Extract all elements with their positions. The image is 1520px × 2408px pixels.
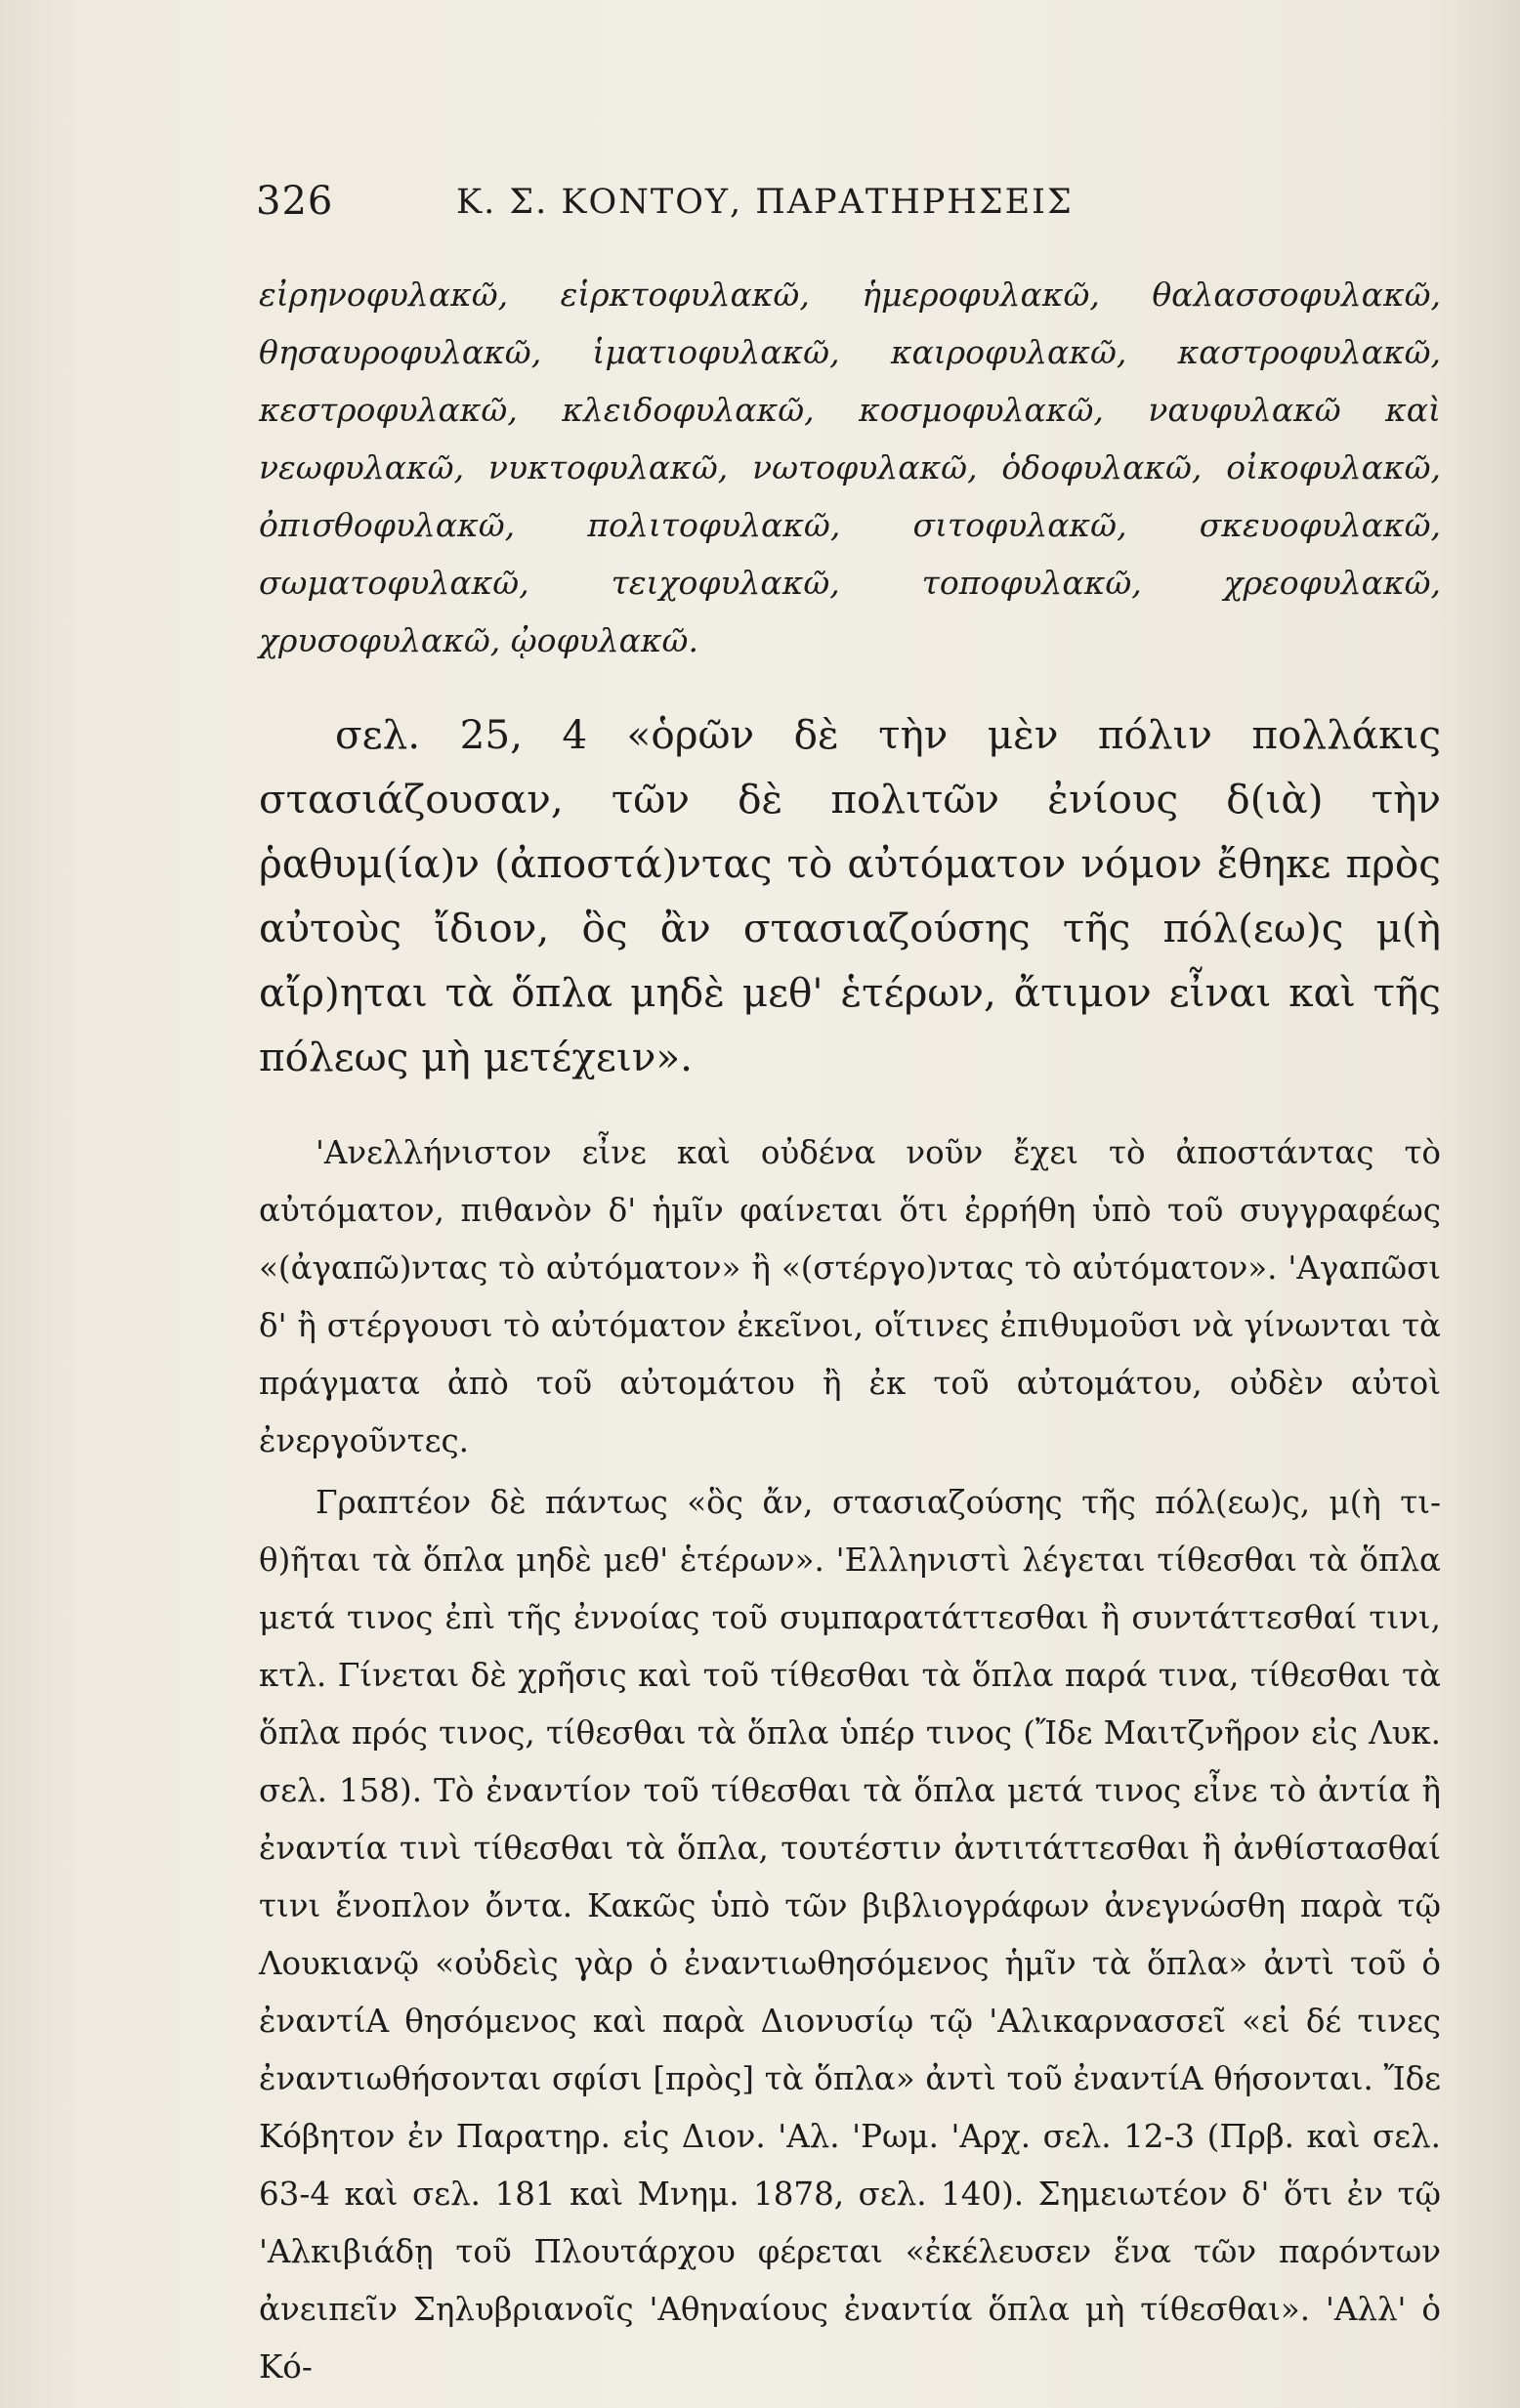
- paragraph-commentary: 'Ανελλήνιστον εἶνε καὶ οὐδένα νοῦν ἔχει τὸ ἀποστάντας τὸ αὐτόματον, πιθανὸν δ' ἡμῖν φαίνεται ὅτι ἐρρήθη ὑπὸ τοῦ συγγραφέως «(ἀγαπῶ)ντας τὸ αὐτόματον» ἢ «(στέργο)ντας τὸ αὐτόματον». 'Αγαπῶσι δ' ἢ στέργουσι τὸ αὐτόματον ἐκεῖνοι, οἵτινες ἐπιθυμοῦσι νὰ γίνωνται τὰ πράγματα ἀπὸ τοῦ αὐτομάτου ἢ ἐκ τοῦ αὐτομάτου, οὐδὲν αὐτοὶ ἐνεργοῦντες.: [259, 1134, 1441, 1459]
- paragraph-commentary: Γραπτέον δὲ πάντως «ὃς ἄν, στασιαζούσης τῆς πόλ(εω)ς, μ(ὴ τι-θ)ῆται τὰ ὅπλα μηδὲ μεθ' ἑτέρων». 'Ελληνιστὶ λέγεται τίθεσθαι τὰ ὅπλα μετά τινος ἐπὶ τῆς ἐννοίας τοῦ συμπαρατάττεσθαι ἢ συντάττεσθαί τινι, κτλ. Γίνεται δὲ χρῆσις καὶ τοῦ τίθεσθαι τὰ ὅπλα παρά τινα, τίθεσθαι τὰ ὅπλα πρός τινος, τίθεσθαι τὰ ὅπλα ὑπέρ τινος (Ἴδε Μαιτζνῆρον εἰς Λυκ. σελ. 158). Τὸ ἐναντίον τοῦ τίθεσθαι τὰ ὅπλα μετά τινος εἶνε τὸ ἀντία ἢ ἐναντία τινὶ τίθεσθαι τὰ ὅπλα, τουτέστιν ἀντιτάττεσθαι ἢ ἀνθίστασθαί τινι ἔνοπλον ὄντα. Κακῶς ὑπὸ τῶν βιβλιογράφων ἀνεγνώσθη παρὰ τῷ Λουκιανῷ «οὐδεὶς γὰρ ὁ ἐναντιωθησόμενος ἡμῖν τὰ ὅπλα» ἀντὶ τοῦ ὁ ἐναντίΑ θησόμενος καὶ παρὰ Διονυσίῳ τῷ 'Αλικαρνασσεῖ «εἰ δέ τινες ἐναντιωθήσονται σφίσι [πρὸς] τὰ ὅπλα» ἀντὶ τοῦ ἐναντίΑ θήσονται. Ἴδε Κόβητον ἐν Παρατηρ. εἰς Διον. 'Αλ. 'Ρωμ. 'Αρχ. σελ. 12-3 (Πρβ. καὶ σελ. 63-4 καὶ σελ. 181 καὶ Μνημ. 1878, σελ. 140). Σημειωτέον δ' ὅτι ἐν τῷ 'Αλκιβιάδῃ τοῦ Πλουτάρχου φέρεται «ἐκέλευσεν ἕνα τῶν παρόντων ἀνειπεῖν Σηλυβριανοῖς 'Αθηναίους ἐναντία ὅπλα μὴ τίθεσθαι». 'Αλλ' ὁ Κό-: [259, 1484, 1441, 2386]
- paragraph-word-list: εἰρηνοφυλακῶ, εἱρκτοφυλακῶ, ἡμεροφυλακῶ, θαλασσοφυλακῶ, θησαυροφυλακῶ, ἱματιοφυλακῶ, καιροφυλακῶ, καστροφυλακῶ, κεστροφυλακῶ, κλειδοφυλακῶ, κοσμοφυλακῶ, ναυφυλακῶ καὶ νεωφυλακῶ, νυκτοφυλακῶ, νωτοφυλακῶ, ὁδοφυλακῶ, οἰκοφυλακῶ, ὀπισθοφυλακῶ, πολιτοφυλακῶ, σιτοφυλακῶ, σκευοφυλακῶ, σωματοφυλακῶ, τειχοφυλακῶ, τοποφυλακῶ, χρεοφυλακῶ, χρυσοφυλακῶ, ᾠοφυλακῶ.: [259, 275, 1441, 659]
- paragraph-quoted-text: σελ. 25, 4 «ὁρῶν δὲ τὴν μὲν πόλιν πολλάκις στασιάζουσαν, τῶν δὲ πολιτῶν ἐνίους δ(ιὰ) τὴν ῥαθυμ(ία)ν (ἀποστά)ντας τὸ αὐτόματον νόμον ἔθηκε πρὸς αὐτοὺς ἴδιον, ὃς ἂν στασιαζούσης τῆς πόλ(εω)ς μ(ὴ αἴρ)ηται τὰ ὅπλα μηδὲ μεθ' ἑτέρων, ἄτιμον εἶναι καὶ τῆς πόλεως μὴ μετέχειν».: [259, 711, 1441, 1080]
- running-head: Κ. Σ. ΚΟΝΤΟΥ, ΠΑΡΑΤΗΡΗΣΕΙΣ: [456, 183, 1074, 222]
- page-number: 326: [256, 179, 334, 224]
- page-header: [256, 161, 1393, 230]
- page-body: [259, 266, 1441, 2396]
